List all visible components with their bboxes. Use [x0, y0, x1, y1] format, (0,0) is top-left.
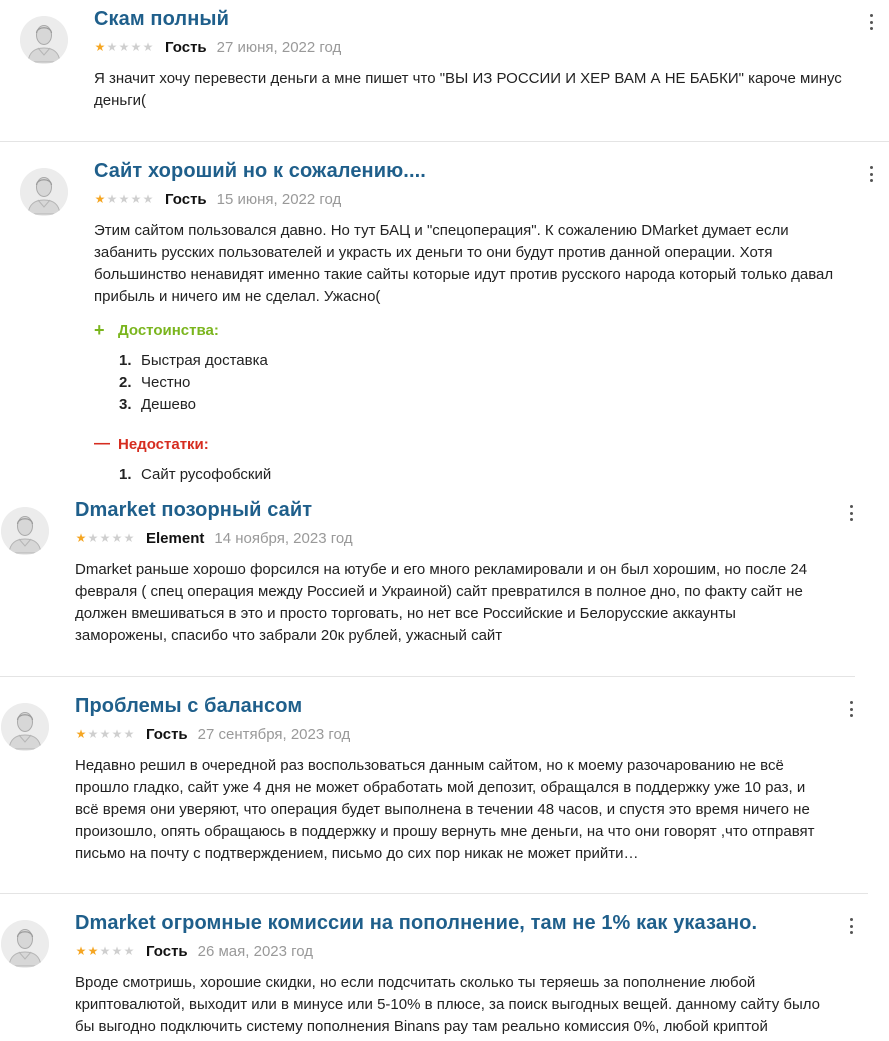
review-author: Element	[146, 529, 205, 547]
review-text: Я значит хочу перевести деньги а мне пишет что "ВЫ ИЗ РОССИИ И ХЕР ВАМ А НЕ БАБКИ" кароче минус деньги(	[94, 70, 842, 109]
rating-stars	[94, 193, 154, 205]
avatar	[1, 703, 49, 751]
star-icon: ★	[123, 727, 135, 741]
more-options-icon[interactable]	[865, 12, 877, 32]
more-options-icon[interactable]	[845, 699, 857, 719]
review-card	[75, 499, 855, 659]
list-item: 1. Быстрая доставка	[119, 352, 268, 369]
rating-stars	[75, 728, 135, 740]
more-options-icon[interactable]	[865, 164, 877, 184]
rating-stars	[75, 532, 135, 544]
review-author: Гость	[165, 38, 207, 56]
pros-label: Достоинства:	[118, 321, 219, 339]
user-avatar-icon	[1, 507, 49, 555]
user-avatar-icon	[20, 16, 68, 64]
review-meta	[75, 725, 350, 743]
review-date: 27 сентября, 2023 год	[197, 725, 351, 743]
review-text: Этим сайтом пользовался давно. Но тут БАЦ и "спецоперация". К сожалению DMarket думает если забанить русских пользователей и украсть их деньги то они будут против данной операции. Хотя большинство ненавидят именно такие сайты которые идут против русского народа который только давал прибыль и ничего им не сделал. Ужасно(	[94, 222, 834, 305]
star-icon: ★	[87, 531, 99, 545]
list-item: 1. Сайт русофобский	[119, 466, 272, 483]
review-title[interactable]: Dmarket огромные комиссии на пополнение, там не 1% как указано.	[75, 912, 758, 934]
star-icon: ★	[130, 192, 142, 206]
review-title[interactable]: Dmarket позорный сайт	[75, 499, 313, 521]
review-card	[75, 912, 865, 1041]
avatar	[20, 16, 68, 64]
review-card	[75, 695, 865, 875]
star-icon: ★	[123, 531, 135, 545]
review-date: 26 мая, 2023 год	[197, 942, 314, 960]
star-icon: ★	[123, 944, 135, 958]
star-icon: ★	[130, 40, 142, 54]
review-title[interactable]: Скам полный	[94, 8, 229, 30]
star-icon: ★	[94, 192, 106, 206]
review-meta	[94, 190, 341, 208]
cons-label: Недостатки:	[118, 435, 209, 453]
star-icon: ★	[106, 192, 118, 206]
rating-stars	[75, 945, 135, 957]
star-icon: ★	[111, 531, 123, 545]
star-icon: ★	[87, 727, 99, 741]
avatar	[1, 920, 49, 968]
rating-stars	[94, 41, 154, 53]
star-icon: ★	[111, 944, 123, 958]
review-meta	[75, 529, 353, 547]
more-options-icon[interactable]	[845, 916, 857, 936]
review-text: Dmarket раньше хорошо форсился на ютубе и его много рекламировали и он был хорошим, но после 24 февраля ( спец операция между Россией и Украиной) сайт превратился в полное дно, по факту сайт не должен вмешиваться в это и просто торговать, но нет все Российские и Белорусские аккаунты заморожены, спасибо что забрали 20к рублей, ужасный сайт	[75, 561, 808, 644]
star-icon: ★	[99, 944, 111, 958]
star-icon: ★	[75, 944, 87, 958]
review-text: Вроде смотришь, хорошие скидки, но если подсчитать сколько ты теряешь за пополнение любой криптовалютой, выходит или в минусе или 5-10% в плюсе, за поиск выгодных вещей. данному сайту было бы выгодно подключить систему пополнения Binans pay там реально комиссия 0%, любой криптой	[75, 974, 820, 1035]
star-icon: ★	[75, 531, 87, 545]
user-avatar-icon	[20, 168, 68, 216]
review-title[interactable]: Сайт хороший но к сожалению....	[94, 160, 426, 182]
review-meta	[75, 942, 313, 960]
plus-icon: +	[94, 319, 105, 340]
review-card	[94, 160, 864, 490]
star-icon: ★	[142, 40, 154, 54]
review-text: Недавно решил в очередной раз воспользоваться данным сайтом, но к моему разочарованию не всё прошло гладко, сайт уже 4 дня не может обработать мой депозит, обращался в поддержку уже 10 раз, и всё время они уверяют, что операция будет выполнена в течении 48 часов, и спустя это время ничего не произошло, опять обращаюсь в поддержку и прошу вернуть мне деньги, на что они говорят ,что отправят письмо на почту с подтверждением, письмо до сих пор никак не может прийти…	[75, 757, 815, 862]
more-options-icon[interactable]	[845, 503, 857, 523]
star-icon: ★	[106, 40, 118, 54]
star-icon: ★	[118, 192, 130, 206]
user-avatar-icon	[1, 920, 49, 968]
review-date: 15 июня, 2022 год	[216, 190, 342, 208]
star-icon: ★	[94, 40, 106, 54]
list-item: 3. Дешево	[119, 396, 197, 413]
divider	[0, 893, 868, 894]
review-date: 14 ноября, 2023 год	[214, 529, 353, 547]
star-icon: ★	[111, 727, 123, 741]
review-meta	[94, 38, 341, 56]
review-date: 27 июня, 2022 год	[216, 38, 342, 56]
review-card	[94, 8, 854, 128]
review-author: Гость	[165, 190, 207, 208]
pros-section	[94, 320, 268, 416]
minus-icon: —	[94, 435, 110, 452]
user-avatar-icon	[1, 703, 49, 751]
star-icon: ★	[118, 40, 130, 54]
review-author: Гость	[146, 942, 188, 960]
divider	[0, 676, 855, 677]
star-icon: ★	[99, 727, 111, 741]
review-title[interactable]: Проблемы с балансом	[75, 695, 303, 717]
star-icon: ★	[99, 531, 111, 545]
pros-list	[119, 350, 268, 416]
star-icon: ★	[75, 727, 87, 741]
cons-section	[94, 434, 271, 486]
review-author: Гость	[146, 725, 188, 743]
avatar	[1, 507, 49, 555]
avatar	[20, 168, 68, 216]
cons-list	[119, 464, 271, 486]
star-icon: ★	[142, 192, 154, 206]
divider	[0, 141, 889, 142]
star-icon: ★	[87, 944, 99, 958]
list-item: 2. Честно	[119, 374, 191, 391]
